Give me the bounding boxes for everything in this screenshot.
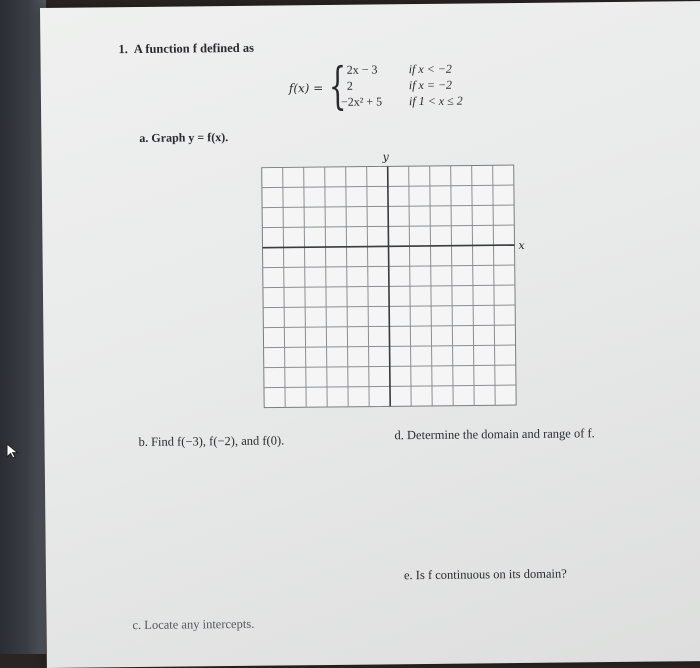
case-cond-2: if x = −2 bbox=[408, 77, 453, 93]
background-edge bbox=[0, 0, 46, 654]
mouse-pointer-icon bbox=[4, 442, 22, 460]
function-label: f(x) = bbox=[288, 81, 324, 96]
case-expr-2: 2 bbox=[346, 78, 353, 93]
case-cond-3: if 1 < x ≤ 2 bbox=[408, 93, 463, 109]
piecewise-brace: { bbox=[328, 56, 347, 115]
part-b-prompt: b. Find f(−3), f(−2), and f(0). bbox=[138, 433, 285, 449]
part-d-prompt: d. Determine the domain and range of f. bbox=[394, 426, 595, 443]
x-axis-label: x bbox=[518, 238, 525, 253]
question-prompt: A function f defined as bbox=[133, 40, 255, 57]
worksheet-page bbox=[40, 1, 700, 668]
case-expr-3: −2x² + 5 bbox=[340, 94, 383, 109]
case-cond-1: if x < −2 bbox=[408, 61, 452, 77]
y-axis-label: y bbox=[382, 150, 389, 164]
case-expr-1: 2x − 3 bbox=[346, 62, 378, 77]
part-a-prompt: a. Graph y = f(x). bbox=[139, 130, 229, 145]
graph-grid[interactable] bbox=[256, 157, 523, 412]
part-c-prompt: c. Locate any intercepts. bbox=[132, 616, 255, 633]
question-number: 1. bbox=[118, 42, 128, 57]
part-e-prompt: e. Is f continuous on its domain? bbox=[403, 566, 567, 583]
question-heading bbox=[118, 41, 254, 57]
